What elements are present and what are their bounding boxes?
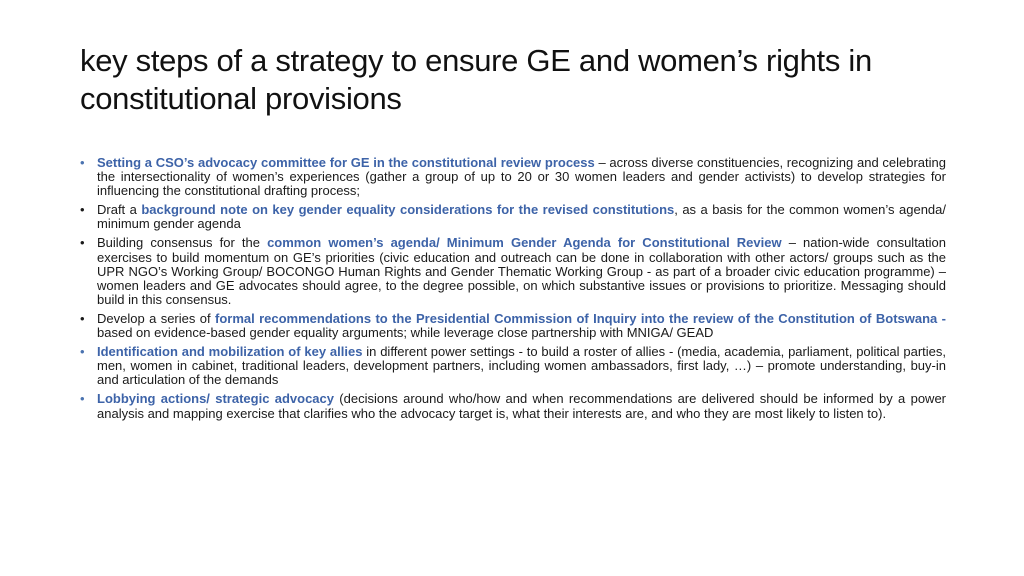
bullet-body-text: Building consensus for the [97, 235, 268, 251]
bullet-highlight-text: formal recommendations to the Presidential Commission of Inquiry into the review of the Constitution of Botswana - [214, 310, 946, 326]
bullet-body-text: Develop a series of [97, 310, 215, 326]
bullet-marker: • [80, 155, 85, 170]
bullet-key-allies [80, 345, 946, 387]
bullet-body-text: – across diverse constituencies, recognizing and celebrating the intersectionality of women’s experiences (gather a group of up to 20 or 30 women leaders and gender activists) to develop strategies for influencing the constitutional drafting process; [97, 155, 946, 199]
bullet-lobbying-actions [80, 392, 946, 420]
bullet-marker: • [80, 202, 85, 218]
bullet-body-text: based on evidence-based gender equality arguments; while leverage close partnership with MNIGA/ GEAD [97, 325, 714, 341]
bullet-advocacy-committee [80, 156, 946, 198]
bullet-list [80, 156, 946, 426]
bullet-highlight-text: Setting a CSO’s advocacy committee for GE in the constitutional review process [97, 155, 595, 170]
bullet-marker: • [80, 391, 85, 407]
bullet-body-text: – nation-wide consultation exercises to build momentum on GE’s priorities (civic education and outreach can be done in collaboration with other actors/ groups such as the UPR NGO’s Working Group/ BOCONGO Human Rights and Gender Thematic Working Group - as part of a broader civic education programme) – women leaders and GE advocates should agree, to the degree possible, on which substantive issues or provisions to prioritize. Messaging should build in this consensus. [97, 235, 946, 307]
slide-title: key steps of a strategy to ensure GE and women’s rights in constitutional provisions [80, 43, 872, 116]
bullet-highlight-text: common women’s agenda/ Minimum Gender Agenda for Constitutional Review [267, 235, 782, 251]
bullet-marker: • [80, 344, 85, 360]
bullet-body-text: Draft a [97, 202, 142, 218]
bullet-highlight-text: Lobbying actions/ strategic advocacy [97, 391, 334, 407]
bullet-marker: • [80, 310, 85, 326]
bullet-highlight-text: background note on key gender equality considerations for the revised constitutions [141, 202, 675, 218]
bullet-highlight-text: Identification and mobilization of key allies [97, 344, 363, 360]
bullet-body-text: (decisions around who/how and when recommendations are delivered should be informed by a power analysis and mapping exercise that clarifies who the advocacy target is, what their interests are, and who they are most likely to listen to). [97, 391, 946, 421]
bullet-body-text: , as a basis for the common women’s agenda/ minimum gender agenda [97, 202, 946, 232]
bullet-formal-recommendations [80, 312, 946, 340]
bullet-building-consensus [80, 236, 946, 306]
bullet-body-text: in different power settings - to build a roster of allies - (media, academia, parliament, political parties, men, women in cabinet, traditional leaders, development partners, including women ambassadors, first lady, …) – promote understanding, buy-in and articulation of the demands [97, 344, 947, 388]
bullet-marker: • [80, 235, 85, 251]
bullet-background-note [80, 203, 946, 231]
